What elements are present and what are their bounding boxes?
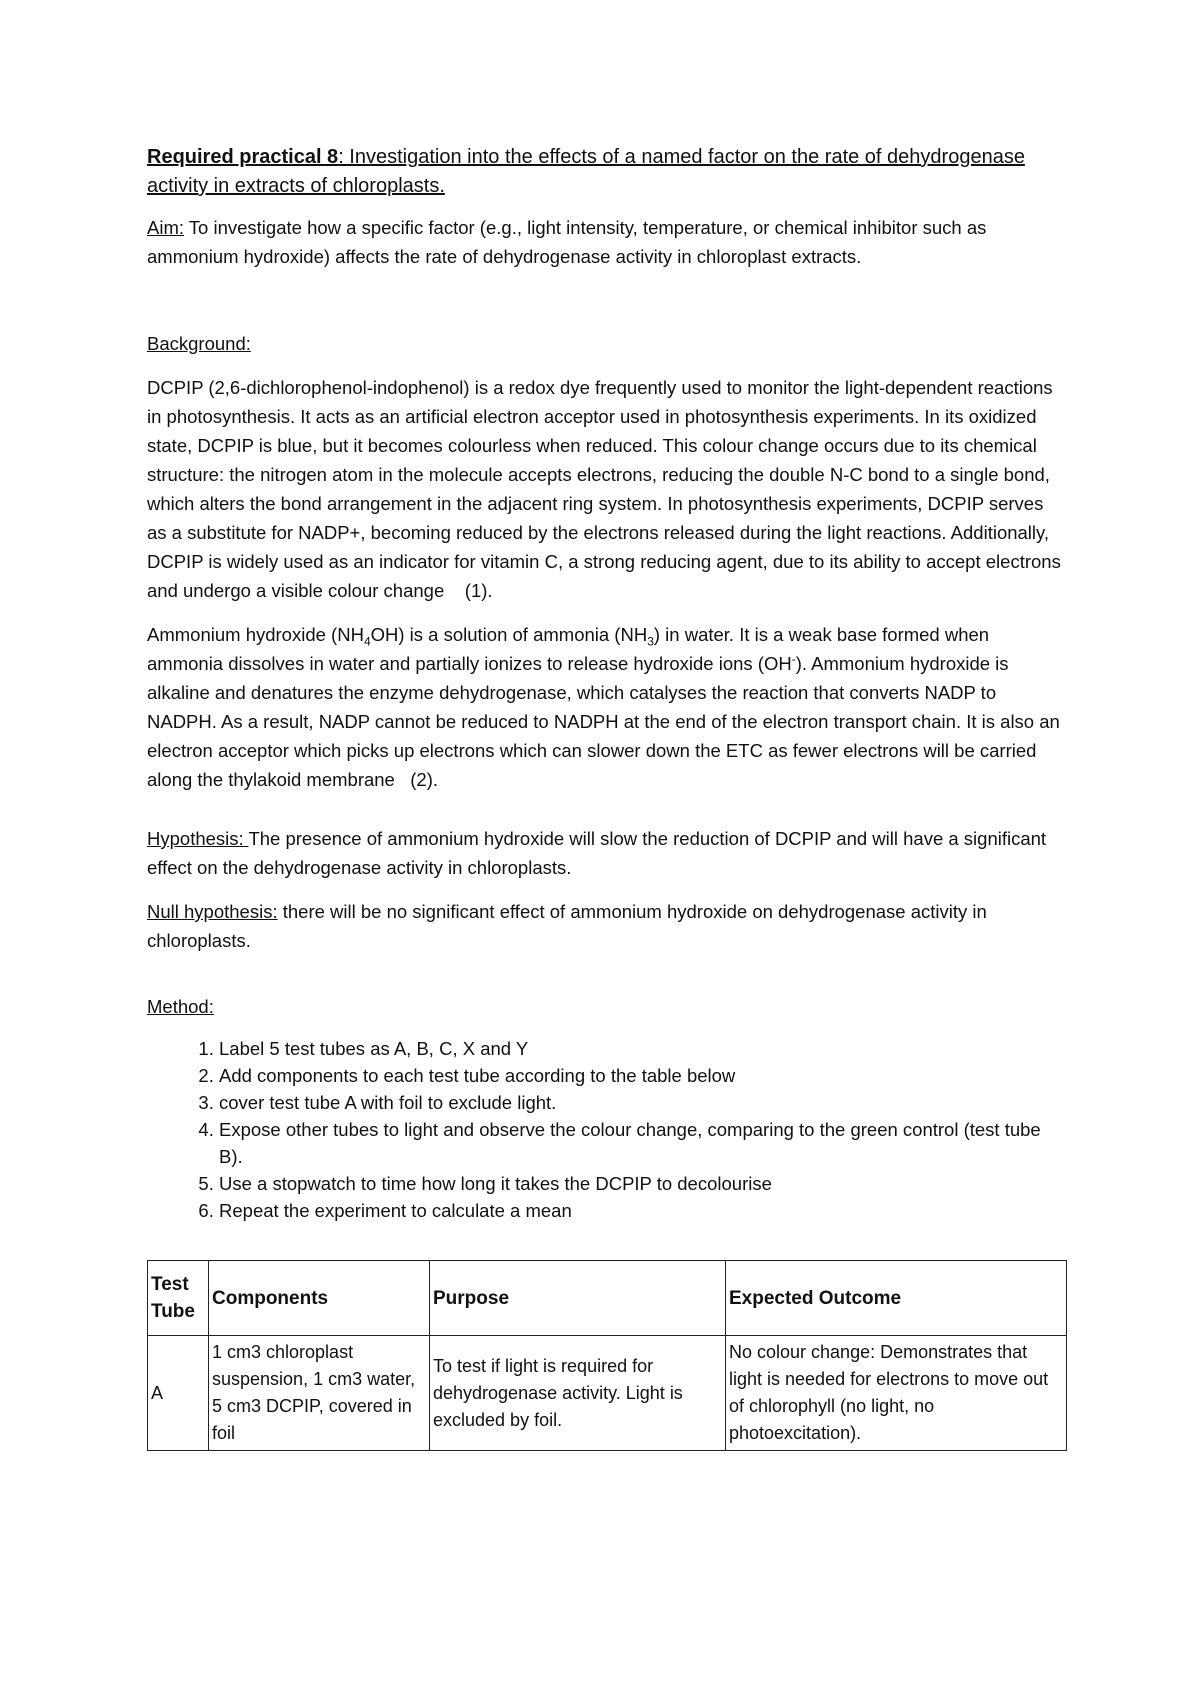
null-hypothesis-text: there will be no significant effect of ammonium hydroxide on dehydrogenase activity in chloroplasts. xyxy=(147,901,987,951)
title-bold: Required practical 8 xyxy=(147,146,339,168)
method-step: 6. Repeat the experiment to calculate a mean xyxy=(219,1197,1067,1224)
background-paragraph-2: Ammonium hydroxide $(NH_4OH)$ is a solution of ammonia $(NH_3)$ in water. It is a weak base formed when ammonia dissolves in water and partially ionizes to release hydroxide ions (OH-). Ammonium hydroxide is alkaline and denatures the enzyme dehydrogenase, which catalyses the reaction that converts NADP to NADPH. As a result, NADP cannot be reduced to NADPH at the end of the electron transport chain. It is also an electron acceptor which picks up electrons which can slower down the ETC as fewer electrons will be carried along the thylakoid membrane (2). xyxy=(147,624,1060,790)
header-expected-outcome: Expected Outcome xyxy=(726,1261,1067,1336)
header-components: Components xyxy=(209,1261,430,1336)
document-body xyxy=(147,143,1067,1451)
page-title xyxy=(147,143,1067,201)
cell-purpose: To test if light is required for dehydrogenase activity. Light is excluded by foil. xyxy=(430,1336,726,1451)
method-step: 4. Expose other tubes to light and observe the colour change, comparing to the green control (test tube B). xyxy=(219,1116,1067,1170)
cell-outcome: No colour change: Demonstrates that light is needed for electrons to move out of chlorophyll (no light, no photoexcitation). xyxy=(726,1336,1067,1451)
method-step: 1. Label 5 test tubes as A, B, C, X and Y xyxy=(219,1035,1067,1062)
hypothesis-text: The presence of ammonium hydroxide will slow the reduction of DCPIP and will have a significant effect on the dehydrogenase activity in chloroplasts. xyxy=(147,828,1047,878)
background-heading: Background: xyxy=(147,333,251,354)
background-paragraph-1: DCPIP (2,6-dichlorophenol-indophenol) is a redox dye frequently used to monitor the light-dependent reactions in photosynthesis. It acts as an artificial electron acceptor used in photosynthesis experiments. In its oxidized state, DCPIP is blue, but it becomes colourless when reduced. This colour change occurs due to its chemical structure: the nitrogen atom in the molecule accepts electrons, reducing the double N-C bond to a single bond, which alters the bond arrangement in the adjacent ring system. In photosynthesis experiments, DCPIP serves as a substitute for NADP+, becoming reduced by the electrons released during the light reactions. Additionally, DCPIP is widely used as an indicator for vitamin C, a strong reducing agent, due to its ability to accept electrons and undergo a visible colour change (1). xyxy=(147,377,1061,601)
method-step: 5. Use a stopwatch to time how long it takes the DCPIP to decolourise xyxy=(219,1170,1067,1197)
aim-label: Aim: xyxy=(147,217,184,238)
table-header-row xyxy=(148,1261,1067,1336)
null-hypothesis-label: Null hypothesis: xyxy=(147,901,278,922)
title-rest: : Investigation into the effects of a named factor on the rate of dehydrogenase activity in extracts of chloroplasts. xyxy=(147,146,1025,197)
null-hypothesis-paragraph xyxy=(147,897,1067,955)
test-tube-table xyxy=(147,1260,1067,1451)
cell-components: 1 cm3 chloroplast suspension, 1 cm3 water, 5 cm3 DCPIP, covered in foil xyxy=(209,1336,430,1451)
header-test-tube: Test Tube xyxy=(148,1261,209,1336)
cell-tube: A xyxy=(148,1336,209,1451)
hypothesis-label: Hypothesis: xyxy=(147,828,249,849)
method-steps xyxy=(147,1035,1067,1224)
aim-text: To investigate how a specific factor (e.g., light intensity, temperature, or chemical inhibitor such as ammonium hydroxide) affects the rate of dehydrogenase activity in chloroplast extracts. xyxy=(147,217,987,267)
aim-paragraph xyxy=(147,213,1067,271)
method-heading: Method: xyxy=(147,996,214,1017)
method-step: 3. cover test tube A with foil to exclude light. xyxy=(219,1089,1067,1116)
method-step: 2. Add components to each test tube according to the table below xyxy=(219,1062,1067,1089)
header-purpose: Purpose xyxy=(430,1261,726,1336)
hypothesis-paragraph xyxy=(147,824,1067,882)
table-row xyxy=(148,1336,1067,1451)
